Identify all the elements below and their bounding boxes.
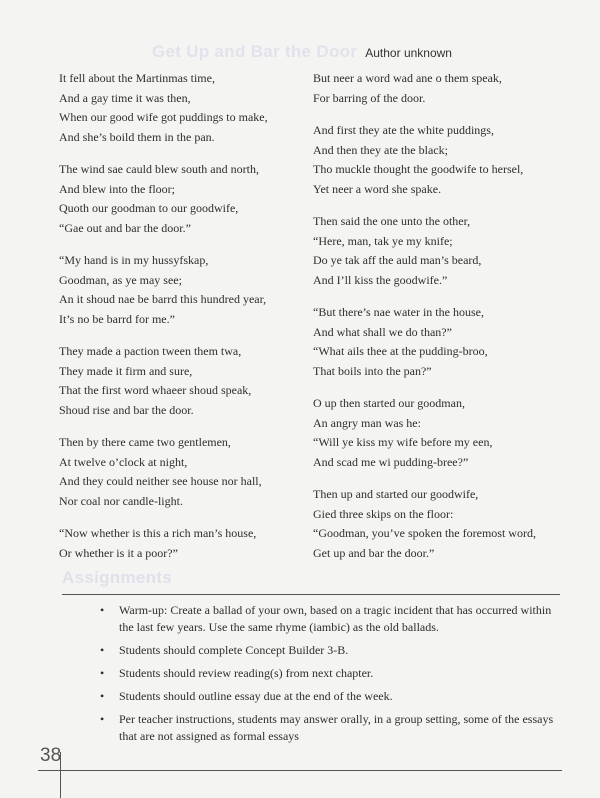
poem-line: Then up and started our goodwife, xyxy=(313,487,479,501)
poem-stanza xyxy=(313,485,553,563)
page-number: 38 xyxy=(40,745,62,766)
poem-line: And she’s boild them in the pan. xyxy=(59,129,215,144)
poem-line: And a gay time it was then, xyxy=(59,90,191,105)
poem-line: Shoud rise and bar the door. xyxy=(59,402,194,417)
poem-line: An it shoud nae be barrd this hundred year, xyxy=(59,292,267,306)
poem-line: Or whether is it a poor?” xyxy=(59,545,178,560)
assignment-text: Per teacher instructions, students may answer orally, in a group setting, some of the essays that are not assigned as formal essays xyxy=(119,712,554,743)
assignment-item xyxy=(100,602,555,636)
poem-line: Goodman, as ye may see; xyxy=(59,272,182,287)
assignment-item xyxy=(100,642,555,659)
poem-line: And I’ll kiss the goodwife.” xyxy=(313,272,448,287)
poem-stanza xyxy=(59,69,299,147)
poem-line: “Goodman, you’ve spoken the foremost word, xyxy=(313,526,536,540)
poem-line: And blew into the floor; xyxy=(59,181,175,196)
assignments-divider xyxy=(62,594,560,595)
poem-stanza xyxy=(313,394,553,472)
poem-line: Then by there came two gentlemen, xyxy=(59,435,231,449)
poem-line: That the first word whaeer shoud speak, xyxy=(59,383,252,397)
poem-column-right xyxy=(313,69,553,576)
poem-stanza xyxy=(313,212,553,290)
poem-line: “Will ye kiss my wife before my een, xyxy=(313,435,493,449)
bullet-icon: • xyxy=(100,666,105,680)
poem-line: An angry man was he: xyxy=(313,415,421,430)
poem-line: And what shall we do than?” xyxy=(313,324,452,339)
assignments-heading: Assignments xyxy=(62,568,173,587)
poem-stanza xyxy=(59,251,299,329)
poem-line: At twelve o’clock at night, xyxy=(59,454,188,469)
poem-line: When our good wife got puddings to make, xyxy=(59,110,268,124)
poem-line: Tho muckle thought the goodwife to hersel, xyxy=(313,162,524,176)
poem-line: “But there’s nae water in the house, xyxy=(313,305,484,319)
assignments-list xyxy=(100,602,555,751)
assignment-text: Warm-up: Create a ballad of your own, based on a tragic incident that has occurred within the last few years. Use the same rhyme (iambic) as the old ballads. xyxy=(119,603,552,634)
poem-line: “What ails thee at the pudding-broo, xyxy=(313,344,488,358)
poem-line: O up then started our goodman, xyxy=(313,396,465,410)
poem-stanza xyxy=(59,524,299,563)
poem-line: Quoth our goodman to our goodwife, xyxy=(59,201,239,215)
bullet-icon: • xyxy=(100,603,105,617)
poem-line: “Now whether is this a rich man’s house, xyxy=(59,526,257,540)
assignment-item xyxy=(100,688,555,705)
poem-line: It’s no be barrd for me.” xyxy=(59,311,175,326)
poem-line: “My hand is in my hussyfskap, xyxy=(59,253,209,267)
poem-line: Get up and bar the door.” xyxy=(313,545,435,560)
poem-stanza xyxy=(313,121,553,199)
poem-line: And scad me wi pudding-bree?” xyxy=(313,454,469,469)
poem-line: Do ye tak aff the auld man’s beard, xyxy=(313,253,482,267)
assignment-text: Students should complete Concept Builder 3-B. xyxy=(119,643,349,657)
poem-line: That boils into the pan?” xyxy=(313,363,432,378)
poem-stanza xyxy=(313,69,553,108)
bullet-icon: • xyxy=(100,712,105,726)
poem-line: “Gae out and bar the door.” xyxy=(59,220,191,235)
assignment-item xyxy=(100,711,555,745)
bullet-icon: • xyxy=(100,689,105,703)
poem-line: Gied three skips on the floor: xyxy=(313,506,454,521)
assignment-text: Students should outline essay due at the end of the week. xyxy=(119,689,393,703)
poem-header xyxy=(152,42,452,62)
poem-stanza xyxy=(59,342,299,420)
poem-line: The wind sae cauld blew south and north, xyxy=(59,162,259,176)
poem-author: Author unknown xyxy=(365,46,452,60)
poem-line: They made a paction tween them twa, xyxy=(59,344,242,358)
poem-stanza xyxy=(59,433,299,511)
poem-line: And first they ate the white puddings, xyxy=(313,123,494,137)
assignment-item xyxy=(100,665,555,682)
poem-line: Then said the one unto the other, xyxy=(313,214,471,228)
poem-line: And they could neither see house nor hall, xyxy=(59,474,262,488)
footer-divider xyxy=(38,770,562,771)
poem-line: Yet neer a word she spake. xyxy=(313,181,442,196)
poem-line: And then they ate the black; xyxy=(313,142,448,157)
poem-line: “Here, man, tak ye my knife; xyxy=(313,233,453,248)
poem-title: Get Up and Bar the Door xyxy=(152,42,358,61)
poem-stanza xyxy=(313,303,553,381)
poem-line: They made it firm and sure, xyxy=(59,363,193,378)
poem-stanza xyxy=(59,160,299,238)
poem-column-left xyxy=(59,69,299,576)
poem-line: For barring of the door. xyxy=(313,90,426,105)
assignment-text: Students should review reading(s) from next chapter. xyxy=(119,666,374,680)
poem-line: Nor coal nor candle-light. xyxy=(59,493,183,508)
poem-line: It fell about the Martinmas time, xyxy=(59,71,215,85)
poem-line: But neer a word wad ane o them speak, xyxy=(313,71,502,85)
bullet-icon: • xyxy=(100,643,105,657)
